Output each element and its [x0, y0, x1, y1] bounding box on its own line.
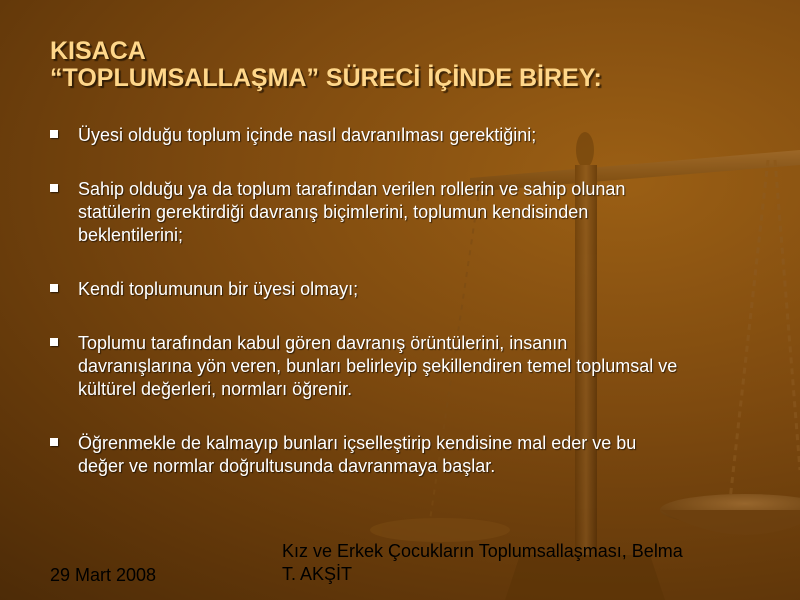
bullet-line: Üyesi olduğu toplum içinde nasıl davranılması gerektiğini; — [78, 125, 537, 145]
bullet-item — [48, 178, 748, 247]
bullet-line: davranışlarına yön veren, bunları belirleyip şekillendiren temel toplumsal ve — [78, 356, 678, 376]
bullet-line: Sahip olduğu ya da toplum tarafından verilen rollerin ve sahip olunan — [78, 179, 626, 199]
footer-date: 29 Mart 2008 — [50, 565, 157, 585]
footer-title-line-1: Kız ve Erkek Çocukların Toplumsallaşması, Belma — [282, 541, 683, 561]
slide-title-line-2: “TOPLUMSALLAŞMA” SÜRECİ İÇİNDE BİREY: — [50, 64, 602, 92]
footer-title-line-2: T. AKŞİT — [282, 564, 353, 584]
bullet-item — [48, 278, 748, 301]
square-bullet-icon — [50, 284, 58, 292]
square-bullet-icon — [50, 130, 58, 138]
bullet-list — [48, 124, 748, 509]
bullet-line: kültürel değerleri, normları öğrenir. — [78, 379, 353, 399]
bullet-line: Öğrenmekle de kalmayıp bunları içselleştirip kendisine mal eder ve bu — [78, 433, 637, 453]
footer-title — [282, 540, 752, 586]
square-bullet-icon — [50, 338, 58, 346]
slide-title-line-1: KISACA — [50, 37, 146, 65]
slide-title — [50, 38, 602, 92]
square-bullet-icon — [50, 438, 58, 446]
bullet-item — [48, 432, 748, 478]
bullet-item — [48, 332, 748, 401]
square-bullet-icon — [50, 184, 58, 192]
bullet-line: değer ve normlar doğrultusunda davranmaya başlar. — [78, 456, 496, 476]
bullet-item — [48, 124, 748, 147]
bullet-line: beklentilerini; — [78, 225, 184, 245]
bullet-line: Kendi toplumunun bir üyesi olmayı; — [78, 279, 359, 299]
bullet-line: statülerin gerektirdiği davranış biçimlerini, toplumun kendisinden — [78, 202, 589, 222]
bullet-line: Toplumu tarafından kabul gören davranış örüntülerini, insanın — [78, 333, 568, 353]
